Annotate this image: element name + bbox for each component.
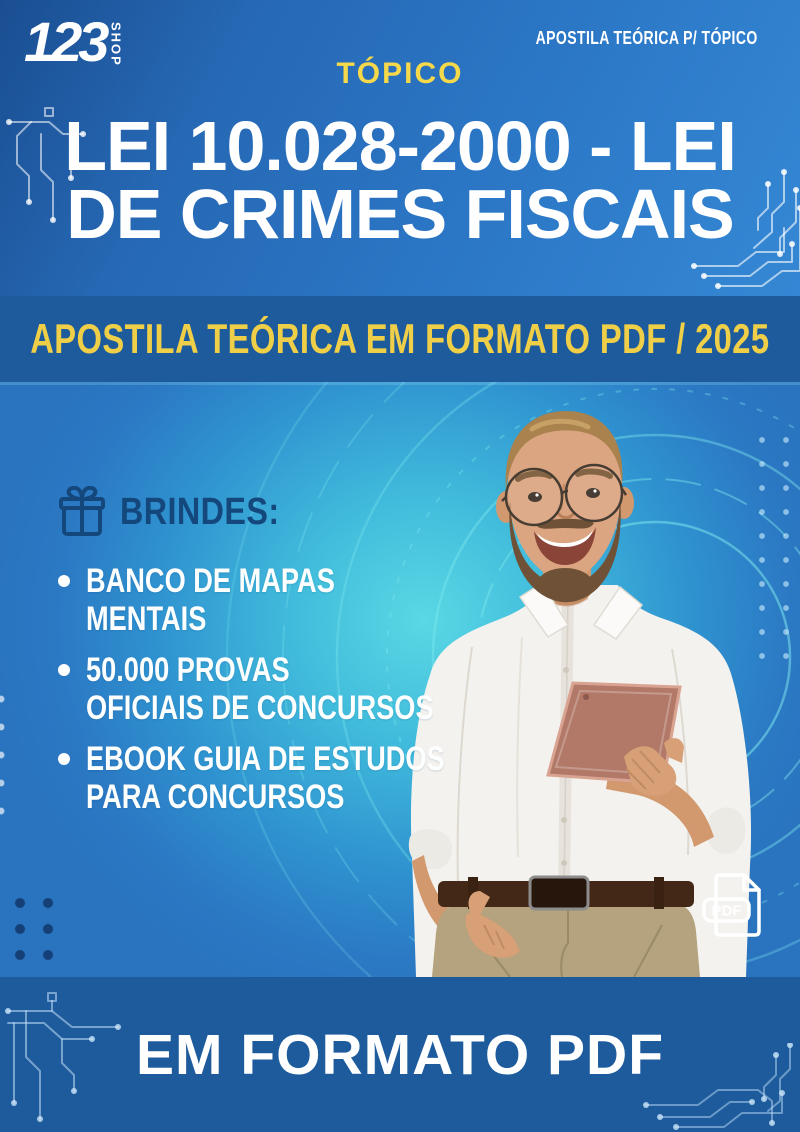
header-tagline: APOSTILA TEÓRICA P/ TÓPICO — [535, 28, 758, 48]
dot-grid-decoration-bottom-left — [6, 890, 64, 968]
bullet-marker — [58, 575, 70, 587]
brand-logo-number: 123 — [24, 10, 106, 73]
list-item — [58, 651, 534, 727]
brinde-2-line2: OFICIAIS DE CONCURSOS — [86, 689, 434, 727]
brindes-heading: BRINDES: — [120, 490, 280, 533]
footer-band — [0, 977, 800, 1132]
page-title-line2: DE CRIMES FISCAIS — [66, 175, 734, 253]
gift-icon — [58, 486, 106, 538]
page-title-line1: LEI 10.028-2000 - LEI — [64, 107, 736, 185]
subtitle-band-text: APOSTILA TEÓRICA EM FORMATO PDF / 2025 — [30, 315, 770, 362]
page-title — [0, 107, 800, 253]
brinde-1-line2: MENTAIS — [86, 600, 207, 638]
brinde-3-line2: PARA CONCURSOS — [86, 778, 345, 816]
hero-section — [0, 382, 800, 977]
brindes-list — [58, 562, 534, 816]
dot-column-decoration-left — [0, 685, 8, 815]
bullet-marker — [58, 664, 70, 676]
brinde-3-line1: EBOOK GUIA DE ESTUDOS — [86, 740, 445, 778]
circuit-decoration-footer-left — [0, 987, 140, 1127]
bullet-marker — [58, 753, 70, 765]
subtitle-band — [0, 296, 800, 382]
footer-format-text: EM FORMATO PDF — [135, 1022, 665, 1087]
list-item — [58, 562, 534, 638]
brinde-1-line1: BANCO DE MAPAS — [86, 562, 335, 600]
pdf-file-icon — [700, 870, 766, 940]
brand-logo-word: SHOP — [108, 22, 124, 67]
list-item — [58, 740, 534, 816]
brinde-2-line1: 50.000 PROVAS — [86, 651, 290, 689]
brindes-block — [58, 486, 534, 829]
pdf-icon-label: PDF — [711, 902, 742, 920]
topic-kicker: TÓPICO — [336, 57, 464, 90]
